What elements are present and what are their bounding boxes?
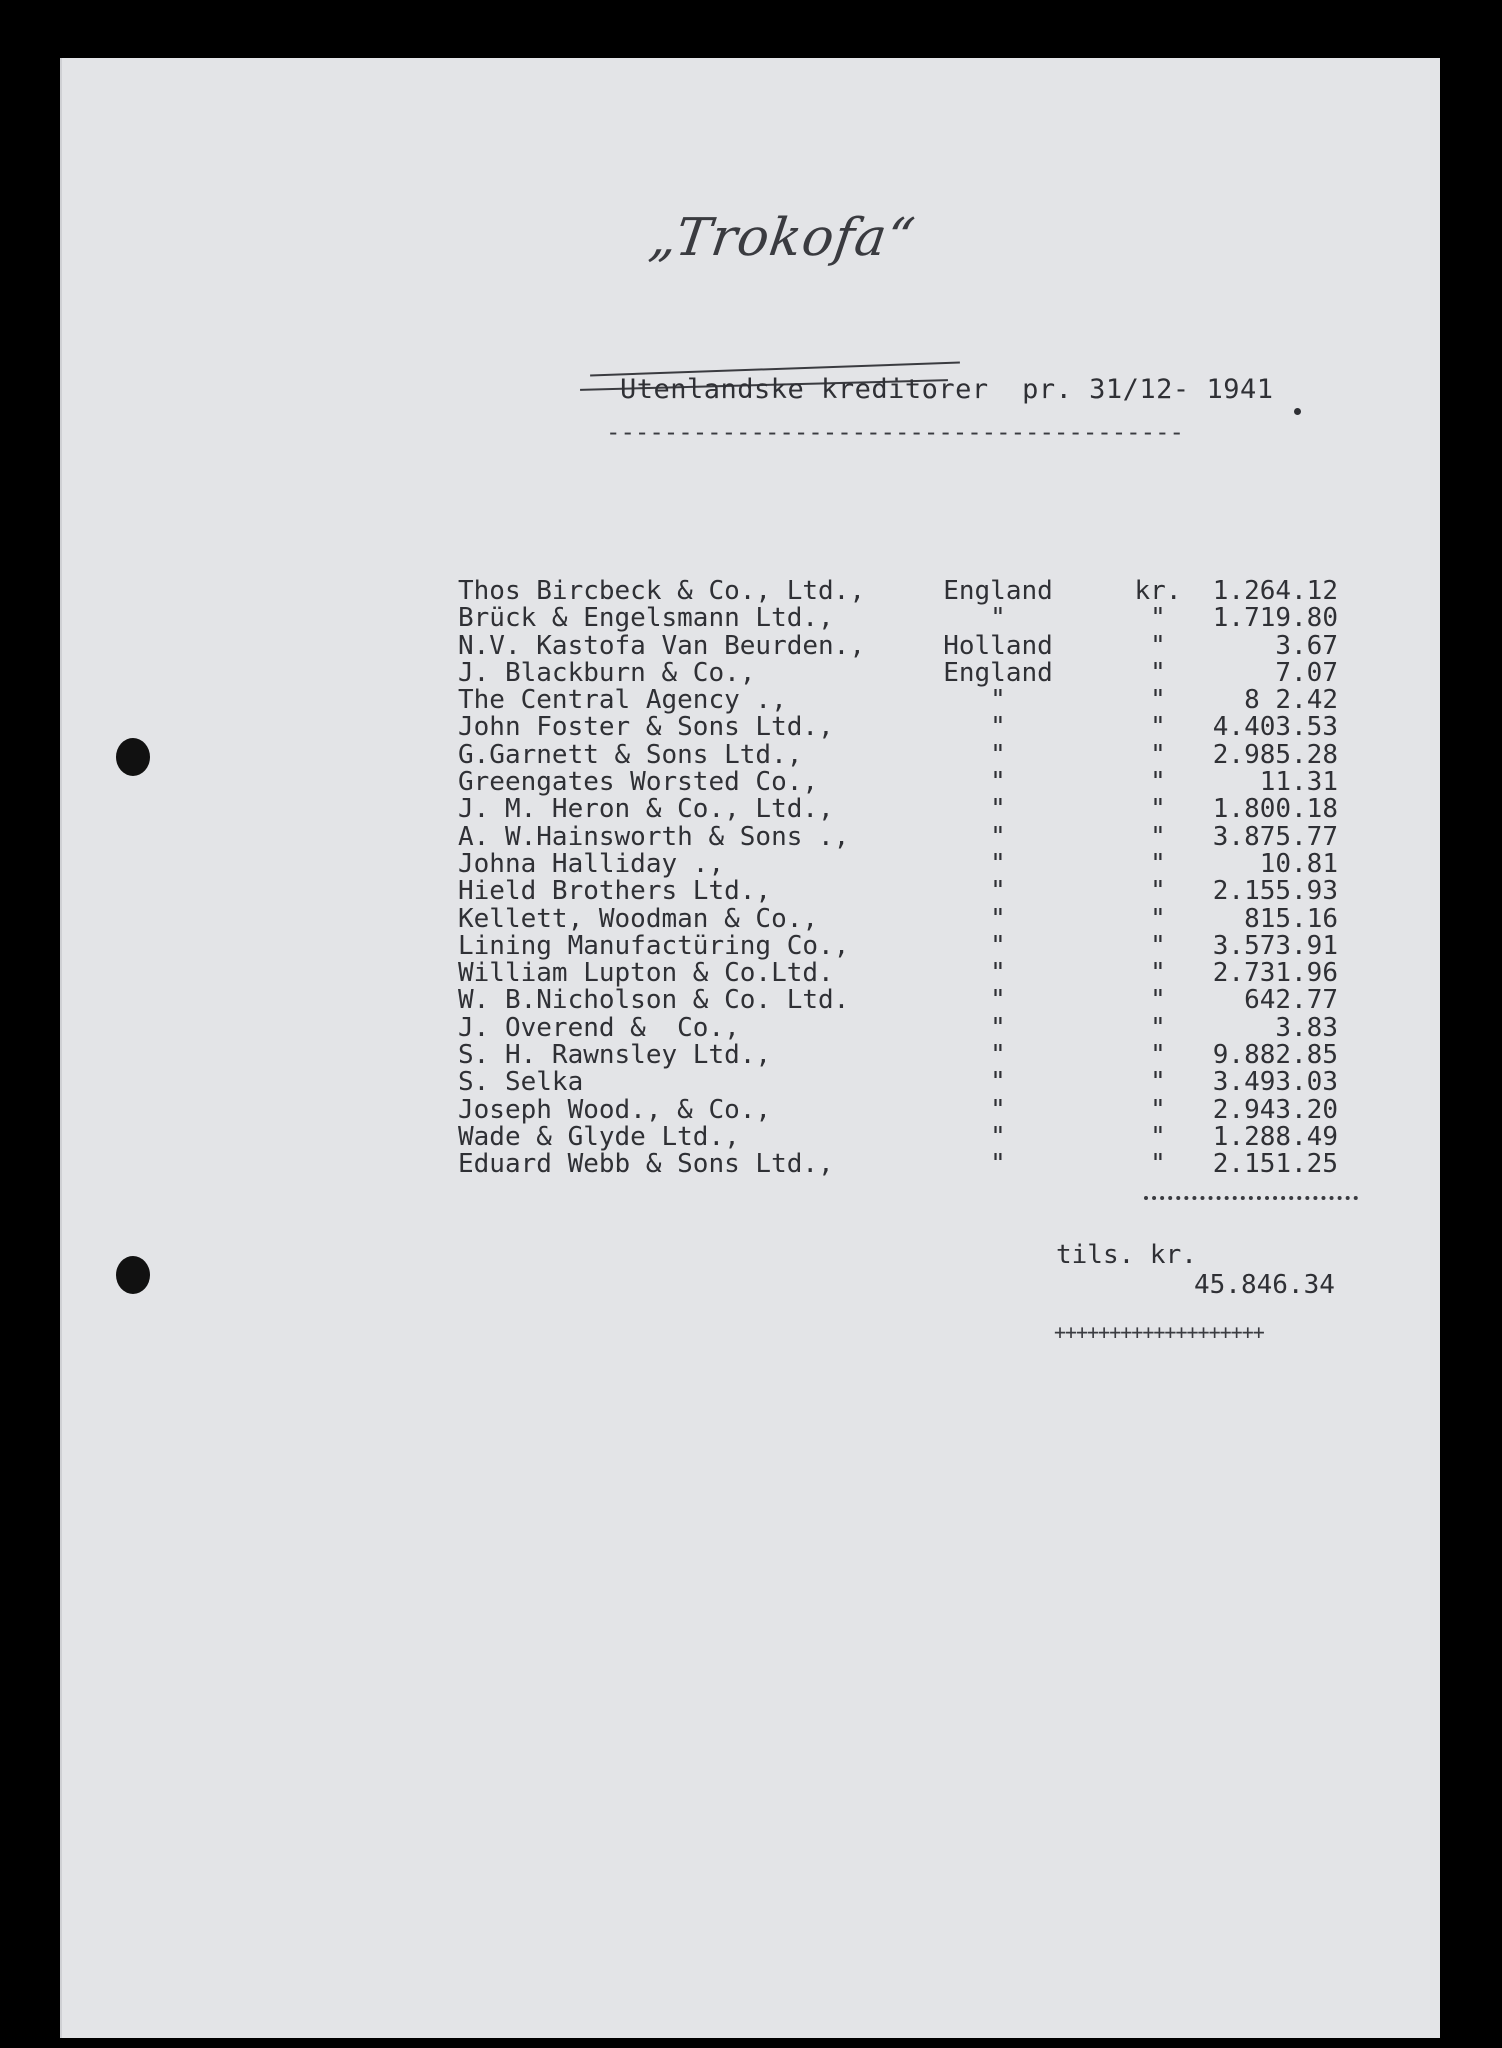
creditor-name: S. Selka xyxy=(458,1067,584,1098)
creditor-currency: " xyxy=(1150,685,1166,716)
creditor-amount: 2.943.20 xyxy=(1212,1094,1338,1125)
table-row xyxy=(458,848,1358,879)
heading-period-mark xyxy=(1294,408,1301,415)
creditor-currency: " xyxy=(1150,930,1166,961)
table-row xyxy=(458,1069,1358,1096)
creditor-amount: 1.288.49 xyxy=(1212,1121,1338,1152)
creditor-amount: 3.573.91 xyxy=(1212,930,1338,961)
total-label: tils. kr. xyxy=(1056,1240,1197,1270)
creditor-name: Johna Halliday ., xyxy=(458,848,725,879)
creditor-amount: 2.731.96 xyxy=(1212,958,1338,989)
table-row xyxy=(458,796,1358,823)
creditor-amount: 2.985.28 xyxy=(1212,739,1338,770)
creditor-amount: 9.882.85 xyxy=(1212,1040,1338,1071)
creditor-country: " xyxy=(990,767,1006,798)
creditor-country: England xyxy=(943,576,1053,606)
creditor-country: " xyxy=(990,1121,1006,1152)
table-row xyxy=(458,769,1358,796)
creditor-amount: 8 2.42 xyxy=(1244,685,1338,716)
table-row xyxy=(458,578,1358,605)
creditor-amount: 2.155.93 xyxy=(1212,876,1338,907)
table-row xyxy=(458,878,1358,905)
creditor-currency: " xyxy=(1150,630,1166,661)
table-row xyxy=(458,630,1358,661)
creditor-name: The Central Agency ., xyxy=(458,685,787,716)
table-row xyxy=(458,1012,1358,1043)
total-value: 45.846.34 xyxy=(1194,1270,1335,1300)
creditor-name: Eduard Webb & Sons Ltd., xyxy=(458,1149,834,1180)
table-row xyxy=(458,1121,1358,1152)
creditor-currency: " xyxy=(1150,739,1166,770)
creditor-country: " xyxy=(990,1067,1006,1098)
creditor-country: " xyxy=(990,958,1006,989)
table-row xyxy=(458,987,1358,1014)
creditor-amount: 2.151.25 xyxy=(1212,1149,1338,1180)
creditor-name: Kellett, Woodman & Co., xyxy=(458,903,819,934)
creditor-country: " xyxy=(990,1094,1006,1125)
creditor-country: " xyxy=(990,821,1006,852)
creditor-amount: 11.31 xyxy=(1259,767,1338,798)
creditor-name: Brück & Engelsmann Ltd., xyxy=(458,603,834,634)
creditor-amount: 10.81 xyxy=(1259,848,1338,879)
punch-hole-top xyxy=(116,738,150,776)
creditor-country: " xyxy=(990,739,1006,770)
table-row xyxy=(458,657,1358,688)
creditor-amount: 1.800.18 xyxy=(1212,794,1338,825)
table-row xyxy=(458,903,1358,934)
creditor-country: " xyxy=(990,930,1006,961)
total-plus-rule: +++++++++++++++++++ xyxy=(1054,1320,1264,1344)
document-page xyxy=(60,58,1440,2038)
table-row xyxy=(458,960,1358,987)
creditor-amount: 3.493.03 xyxy=(1212,1067,1338,1098)
creditor-amount: 3.875.77 xyxy=(1212,821,1338,852)
creditor-table xyxy=(458,578,1358,1179)
creditor-country: " xyxy=(990,712,1006,743)
creditor-currency: " xyxy=(1150,767,1166,798)
creditor-name: J. Overend & Co., xyxy=(458,1012,740,1043)
creditor-country: England xyxy=(943,657,1053,688)
creditor-currency: " xyxy=(1150,821,1166,852)
creditor-name: W. B.Nicholson & Co. Ltd. xyxy=(458,985,850,1016)
creditor-currency: " xyxy=(1150,848,1166,879)
creditor-amount: 3.83 xyxy=(1275,1012,1338,1043)
creditor-currency: " xyxy=(1150,794,1166,825)
creditor-name: N.V. Kastofa Van Beurden., xyxy=(458,630,865,661)
creditor-currency: " xyxy=(1150,1094,1166,1125)
heading-dashed-rule: ---------------------------------------- xyxy=(606,418,1184,446)
creditor-name: J. M. Heron & Co., Ltd., xyxy=(458,794,834,825)
creditor-country: " xyxy=(990,1040,1006,1071)
creditor-country: Holland xyxy=(943,630,1053,661)
creditor-country: " xyxy=(990,1012,1006,1043)
creditor-country: " xyxy=(990,1149,1006,1180)
creditor-name: Thos Bircbeck & Co., Ltd., xyxy=(458,576,865,606)
creditor-name: A. W.Hainsworth & Sons ., xyxy=(458,821,850,852)
creditor-name: John Foster & Sons Ltd., xyxy=(458,712,834,743)
creditor-currency: " xyxy=(1150,903,1166,934)
handwritten-title xyxy=(640,208,919,308)
table-row xyxy=(458,1151,1358,1178)
table-row xyxy=(458,1094,1358,1125)
creditor-name: Greengates Worsted Co., xyxy=(458,767,819,798)
table-row xyxy=(458,821,1358,852)
creditor-name: Hield Brothers Ltd., xyxy=(458,876,772,907)
table-row xyxy=(458,930,1358,961)
punch-hole-bottom xyxy=(116,1256,150,1294)
document-heading: Utenlandske kreditorer pr. 31/12- 1941 xyxy=(620,374,1274,405)
creditor-name: J. Blackburn & Co., xyxy=(458,657,756,688)
creditor-amount: 815.16 xyxy=(1244,903,1338,934)
creditor-amount: 4.403.53 xyxy=(1212,712,1338,743)
table-row xyxy=(458,1042,1358,1069)
creditor-name: S. H. Rawnsley Ltd., xyxy=(458,1040,772,1071)
creditor-name: William Lupton & Co.Ltd. xyxy=(458,958,834,989)
table-row xyxy=(458,687,1358,714)
sum-dotted-rule xyxy=(1144,1196,1358,1200)
creditor-amount: 3.67 xyxy=(1275,630,1338,661)
creditor-currency: " xyxy=(1150,876,1166,907)
creditor-currency: " xyxy=(1150,1040,1166,1071)
creditor-currency: kr. xyxy=(1134,576,1182,606)
creditor-country: " xyxy=(990,876,1006,907)
creditor-amount: 1.719.80 xyxy=(1212,603,1338,634)
creditor-currency: " xyxy=(1150,603,1166,634)
creditor-currency: " xyxy=(1150,1149,1166,1180)
creditor-country: " xyxy=(990,903,1006,934)
creditor-currency: " xyxy=(1150,1012,1166,1043)
table-row xyxy=(458,714,1358,741)
creditor-amount: 7.07 xyxy=(1275,657,1338,688)
creditor-amount: 642.77 xyxy=(1244,985,1338,1016)
creditor-country: " xyxy=(990,685,1006,716)
creditor-currency: " xyxy=(1150,958,1166,989)
creditor-country: " xyxy=(990,603,1006,634)
creditor-currency: " xyxy=(1150,1121,1166,1152)
creditor-name: G.Garnett & Sons Ltd., xyxy=(458,739,803,770)
creditor-amount: 1.264.12 xyxy=(1212,576,1338,606)
creditor-currency: " xyxy=(1150,985,1166,1016)
creditor-country: " xyxy=(990,794,1006,825)
creditor-name: Lining Manufactüring Co., xyxy=(458,930,850,961)
creditor-currency: " xyxy=(1150,712,1166,743)
creditor-country: " xyxy=(990,848,1006,879)
table-row xyxy=(458,605,1358,632)
creditor-name: Wade & Glyde Ltd., xyxy=(458,1121,740,1152)
table-row xyxy=(458,739,1358,770)
creditor-currency: " xyxy=(1150,657,1166,688)
creditor-name: Joseph Wood., & Co., xyxy=(458,1094,772,1125)
creditor-currency: " xyxy=(1150,1067,1166,1098)
handwritten-title-text: „Trokofa“ xyxy=(645,208,919,268)
creditor-country: " xyxy=(990,985,1006,1016)
